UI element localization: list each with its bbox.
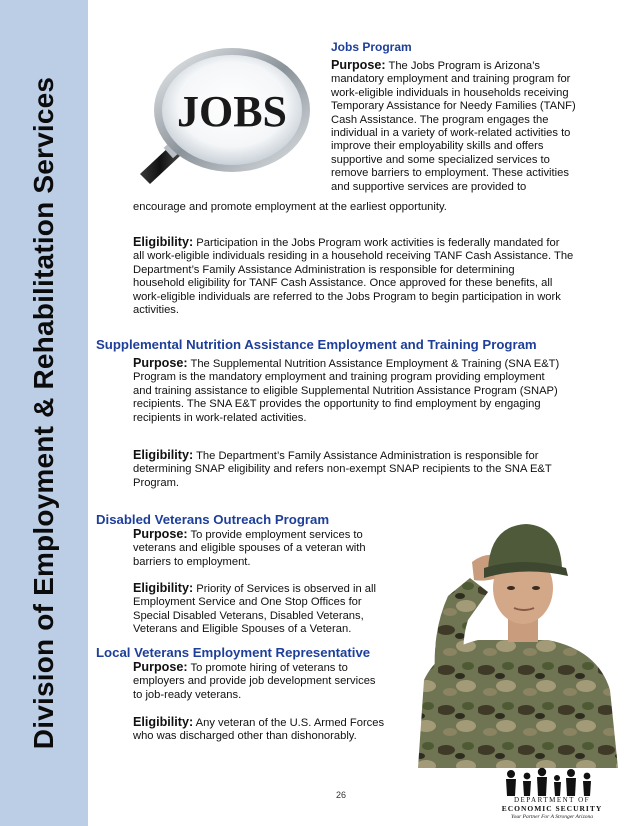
family-silhouette-icon [497,766,607,796]
jobs-purpose-line: The Jobs Program is Arizona’s [388,60,541,72]
snap-purpose-block [133,357,613,425]
jobs-purpose-line: improve their employability skills and offers [331,140,544,153]
snap-eligibility-line: Program. [133,476,180,489]
jobs-word: JOBS [176,87,288,136]
dvop-purpose-block [133,528,393,569]
snap-purpose-line: recipients. The SNA E&T provides the opportunity to find employment by engaging [133,398,541,411]
snap-purpose-line: and training assistance to eligible Supplemental Nutrition Assistance Program (SNAP) [133,384,558,397]
jobs-purpose-line: supportive and some specialized services to [331,153,550,166]
soldier-illustration [398,500,634,768]
dvop-purpose-line: veterans and eligible spouses of a veteran with [133,542,366,555]
lver-eligibility-label: Eligibility: [133,715,194,729]
dvop-eligibility-line: Veterans and Eligible Spouses of a Veteran. [133,623,352,636]
page-number: 26 [336,790,347,800]
dvop-purpose-line: barriers to employment. [133,555,251,568]
dvop-eligibility-label: Eligibility: [133,581,194,595]
dvop-eligibility-block [133,582,393,637]
jobs-eligibility-line: Department’s Family Assistance Administration is responsible for determining [133,263,515,276]
lver-purpose-label: Purpose: [133,660,188,674]
sidebar-title: Division of Employment & Rehabilitation Services [28,76,59,750]
snap-eligibility-line: The Department’s Family Assistance Administration is responsible for [196,450,539,462]
dvop-eligibility-line: Priority of Services is observed in all [196,583,376,595]
snap-eligibility-block [133,449,613,490]
dvop-eligibility-line: Special Disabled Veterans, Disabled Veterans, [133,609,364,622]
magnifier-illustration [122,42,327,188]
dvop-heading: Disabled Veterans Outreach Program [96,512,330,527]
jobs-eligibility-line: Participation in the Jobs Program work activities is federally mandated for [196,237,560,249]
sidebar [0,0,88,826]
jobs-purpose-line: Cash Assistance. The program engages the [331,113,549,126]
jobs-purpose-line: individual in a variety of work-related activities to [331,127,571,140]
snap-purpose-label: Purpose: [133,356,188,370]
jobs-magnifier-image [122,42,327,188]
dvop-purpose-line: To provide employment services to [190,529,363,541]
lver-eligibility-line: who was discharged other than dishonorably. [133,730,357,743]
lver-purpose-line: To promote hiring of veterans to [190,662,348,674]
lver-purpose-line: employers and provide job development services [133,675,376,688]
snap-purpose-line: The Supplemental Nutrition Assistance Employment & Training (SNA E&T) [190,358,560,370]
jobs-purpose-label: Purpose: [331,58,386,72]
logo-tagline: Your Partner For A Stronger Arizona [511,814,593,820]
saluting-soldier-image [398,500,634,768]
jobs-purpose-line: mandatory employment and training program for [331,73,571,86]
snap-program-heading: Supplemental Nutrition Assistance Employment and Training Program [96,337,537,352]
jobs-eligibility-line: household eligibility for TANF Cash Assistance. Once approved for these benefits, all [133,277,553,290]
jobs-eligibility-label: Eligibility: [133,235,194,249]
jobs-program-heading: Jobs Program [331,40,412,54]
jobs-purpose-line: and supportive services are provided to [331,180,527,193]
snap-eligibility-line: determining SNAP eligibility and refers non-exempt SNAP recipients to the SNA E&T [133,463,552,476]
jobs-eligibility-block [133,236,613,317]
lver-purpose-line: to job-ready veterans. [133,688,242,701]
dvop-purpose-label: Purpose: [133,527,188,541]
jobs-purpose-end: encourage and promote employment at the earliest opportunity. [133,201,447,213]
jobs-eligibility-line: all work-eligible individuals residing in a household receiving TANF Cash Assistance. The [133,250,574,263]
jobs-purpose-line: work-eligible individuals in households receiving [331,86,569,99]
logo-department: DEPARTMENT OF [513,796,591,804]
lver-eligibility-line: Any veteran of the U.S. Armed Forces [195,717,385,729]
jobs-purpose-block [331,59,611,194]
snap-purpose-line: recipients in work-related activities. [133,411,307,424]
jobs-eligibility-line: activities. [133,304,180,317]
jobs-eligibility-line: work-eligible individuals are referred to the Jobs Program to begin participation in work [133,290,561,303]
lver-eligibility-block [133,716,403,744]
jobs-purpose-line: Temporary Assistance for Needy Families (TANF) [331,100,576,113]
jobs-purpose-line: remove barriers to employment. These activities [331,167,569,180]
dvop-eligibility-line: Employment Service and One Stop Offices for [133,596,362,609]
snap-eligibility-label: Eligibility: [133,448,194,462]
lver-purpose-block [133,661,393,702]
lver-heading: Local Veterans Employment Representative [96,645,371,660]
des-logo [497,766,607,822]
snap-purpose-line: Program is the mandatory employment and training program providing employment [133,371,545,384]
logo-name: ECONOMIC SECURITY [501,804,603,813]
